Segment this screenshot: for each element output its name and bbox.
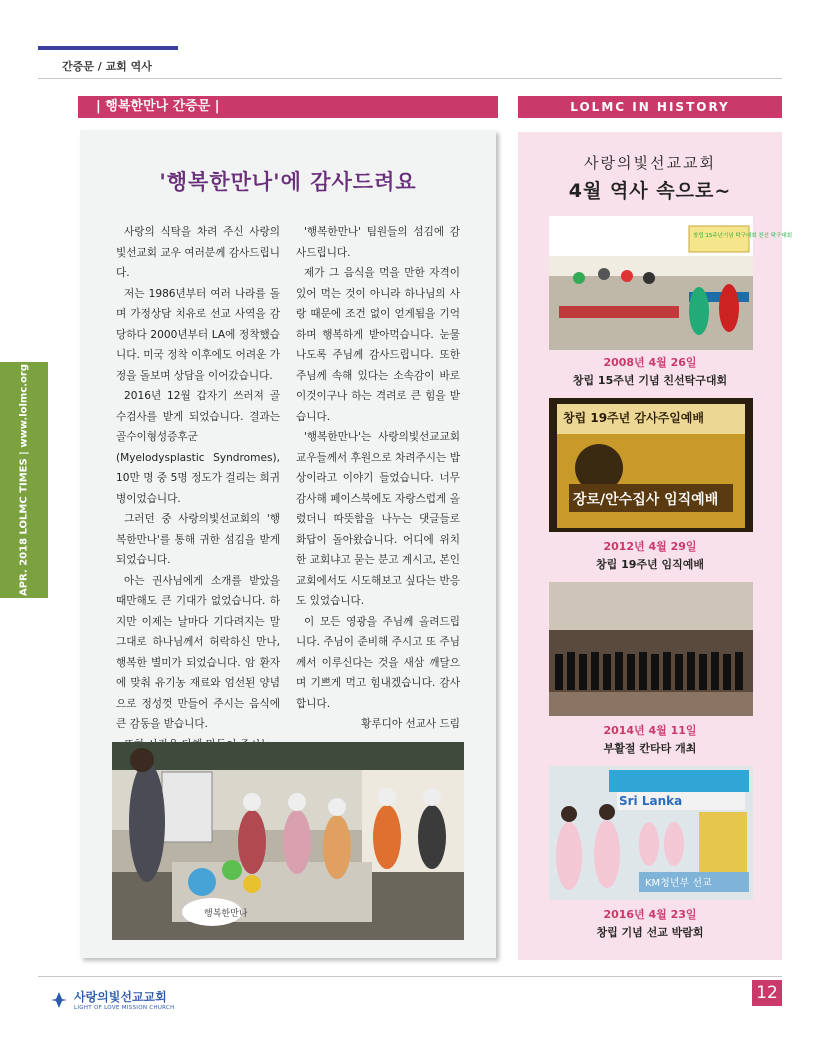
history-title-line2: 4월 역사 속으로~: [568, 180, 732, 202]
history-section-bar: LOLMC IN HISTORY: [518, 96, 782, 118]
kitchen-volunteers-photo: [112, 742, 464, 940]
booth-sign: Sri Lanka: [619, 794, 683, 808]
side-tab-text: APR. 2018 LOLMC TIMES | www.lolmc.org: [18, 363, 30, 597]
photo-banner-text: 창립 15주년기념 탁구대회 친선 탁구대회: [693, 233, 793, 239]
header-accent-rule: [38, 46, 178, 50]
paragraph: 이 모든 영광을 주님께 올려드립니다. 주님이 준비해 주시고 또 주님께서 이루신다는 것을 새삼 깨달으며 기쁘게 먹고 힘내겠습니다. 감사합니다.: [296, 615, 460, 710]
signature: 황루디아 선교사 드림: [361, 718, 460, 730]
ping-pong-photo: [549, 216, 793, 350]
paragraph: 그러던 중 사랑의빛선교회의 '행복한만나'를 통해 귀한 섬김을 받게 되었습니다.: [116, 513, 280, 566]
footer-divider: [38, 976, 782, 977]
paragraph: '행복한만나'는 사랑의빛선교교회 교우들께서 후원으로 차려주시는 밥상이라고 이야기 들었습니다. 너무 감사해 페이스북에도 자랑스럽게 올렸더니 따뜻함을 나누는 댓글들로 화답이 돌아왔습니다. 어디에 위치한 교회냐고 묻는 분고 계시고, 본인 교회에서도 시도해보고 싶다는 반응도 있었습니다.: [296, 431, 460, 607]
container-label: 행복한만나: [204, 909, 248, 919]
paragraph: 아는 권사님에게 소개를 받았을 때만해도 큰 기대가 없었습니다. 하지만 이제는 날마다 기다려지는 말 그대로 하나님께서 허락하신 만나, 행복한 별미가 되었습니다. 암 환자에 맞춰 유기농 재료와 엄선된 양념으로 정성껏 만들어 주시는 음식에 큰 감동을 받습니다.: [116, 574, 280, 730]
banner-line1: 창립 19주년 감사주일예배: [563, 411, 704, 425]
paragraph: 저는 1986년부터 여러 나라를 돌며 가정상담 치유로 선교 사역을 감당하다 2000년부터 LA에 정착했습니다. 미국 정착 이후에도 어려운 가정을 돌보며 상담을 이어갔습니다.: [116, 287, 280, 382]
ordination-banner-photo: [549, 398, 753, 532]
page-number: 12: [752, 980, 782, 1006]
history-date: 2014년 4월 11일: [603, 724, 697, 737]
history-date: 2016년 4월 23일: [603, 908, 697, 921]
banner-line2: 장로/안수집사 임직예배: [573, 492, 719, 508]
booth-banner: KM청년부 선교: [645, 878, 712, 889]
section-label: 간증문 / 교회 역사: [62, 60, 152, 73]
history-caption: 창립 15주년 기념 친선탁구대회: [572, 374, 728, 387]
side-tab: [0, 362, 48, 598]
history-caption: 창립 19주년 임직예배: [596, 558, 704, 571]
history-caption: 부활절 칸타타 개최: [603, 742, 697, 755]
church-logo-icon: [50, 991, 68, 1009]
article-title: '행복한만나'에 감사드려요: [159, 170, 417, 194]
history-date: 2012년 4월 29일: [603, 540, 697, 553]
paragraph: 제가 그 음식을 먹을 만한 자격이 있어 먹는 것이 아니라 하나님의 사랑 때문에 조건 없이 얻게됨을 기억하며 행복하게 받아먹습니다. 눈물 나도록 주님께 감사드립니다. 또한 주님께 속해 있다는 소속감이 바로 이것이구나 하는 격려로 큰 힘을 받습니다.: [296, 267, 460, 423]
church-logo: [50, 988, 175, 1011]
paragraph: 2016년 12월 갑자기 쓰러져 골수검사를 받게 되었습니다. 결과는 골수이형성증후군(Myelodysplastic Syndromes), 10만 명 중 5명 정도가 걸리는 희귀병이었습니다.: [116, 390, 280, 505]
history-caption: 창립 기념 선교 박람회: [596, 926, 704, 939]
logo-korean: 사랑의빛선교교회: [74, 990, 167, 1004]
history-panel: [518, 132, 793, 960]
header-divider: [38, 78, 782, 79]
article-column-left: [116, 222, 280, 755]
mission-fair-photo: [549, 766, 753, 900]
article-section-bar: | 행복한만나 간증문 |: [78, 96, 498, 118]
history-date: 2008년 4월 26일: [603, 356, 697, 369]
article-column-right: [296, 222, 460, 735]
logo-english: LIGHT OF LOVE MISSION CHURCH: [74, 1005, 175, 1011]
paragraph: '행복한만나' 팀원들의 섬김에 감사드립니다.: [296, 226, 460, 259]
cantata-choir-photo: [549, 582, 753, 716]
paragraph: 사랑의 식탁을 차려 주신 사랑의빛선교회 교우 여러분께 감사드립니다.: [116, 226, 280, 279]
history-title-line1: 사랑의빛선교교회: [584, 154, 716, 172]
